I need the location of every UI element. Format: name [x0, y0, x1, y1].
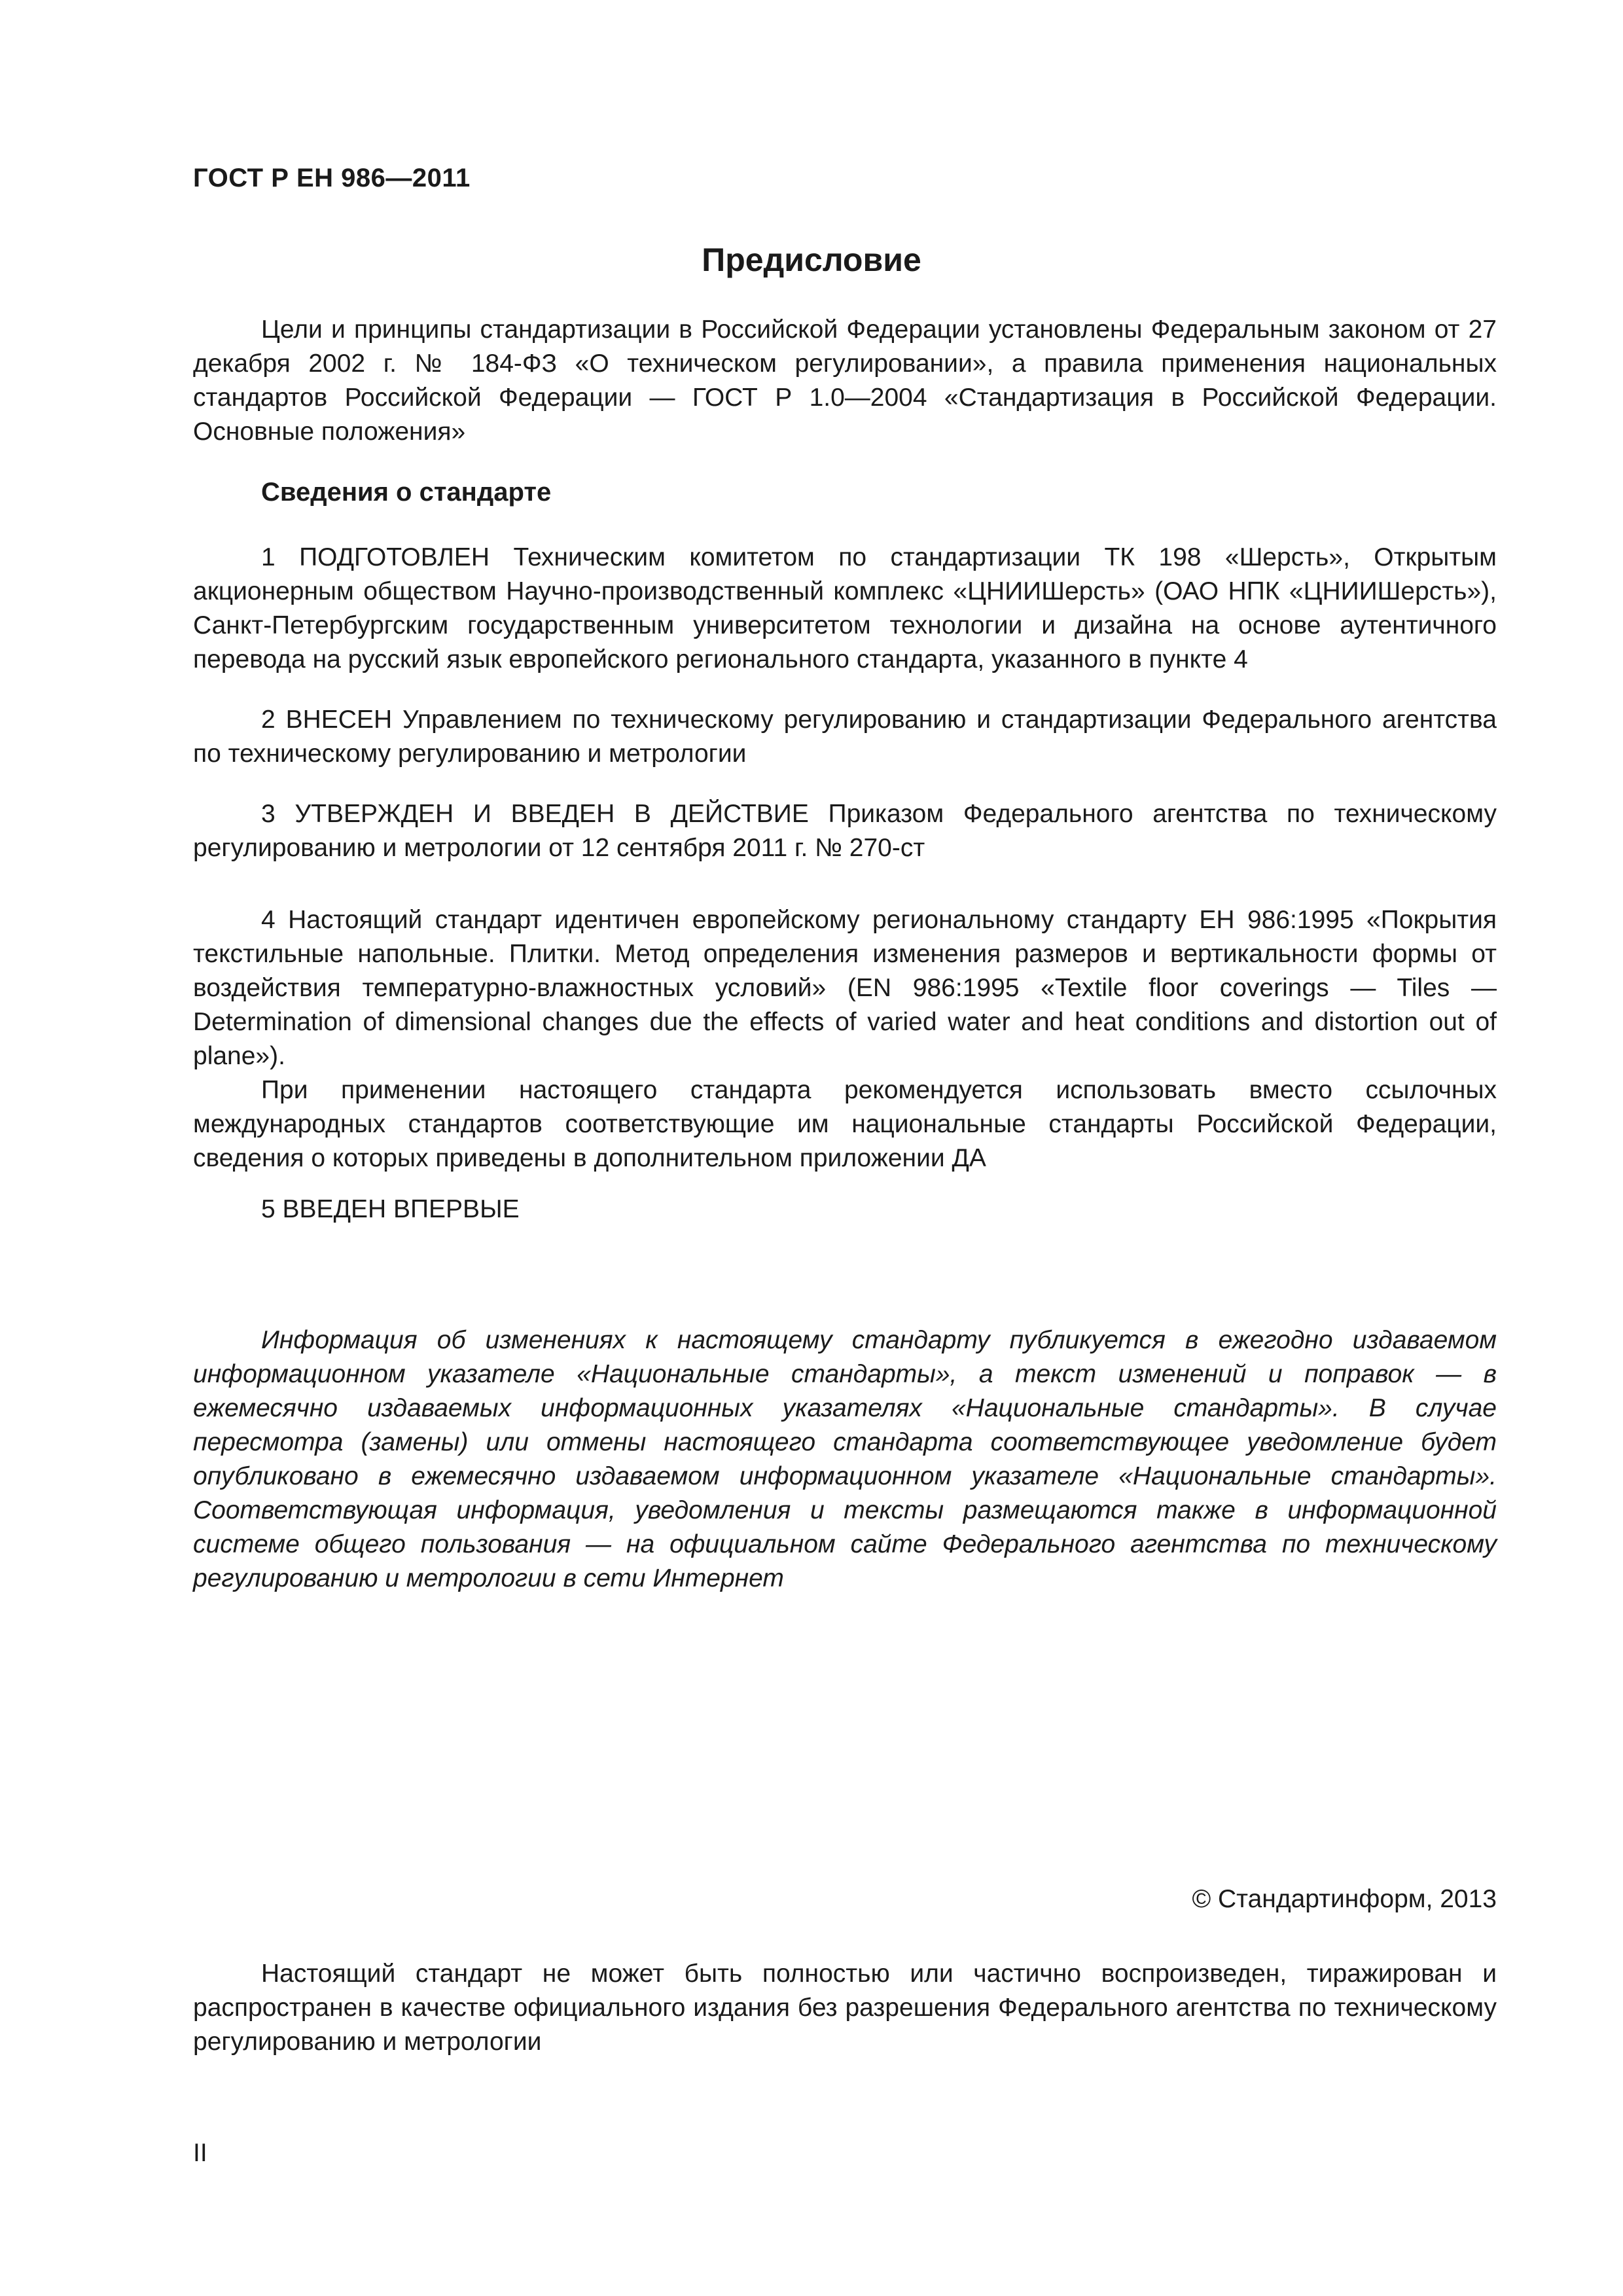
- page-number: II: [193, 2139, 207, 2167]
- intro-block: [193, 313, 1497, 449]
- page-title: Предисловие: [702, 242, 921, 278]
- item-4-block: [193, 903, 1497, 1175]
- reproduction-notice-paragraph: Настоящий стандарт не может быть полностью или частично воспроизведен, тиражирован и распространен в качестве официального издания без разрешения Федерального агентства по техническому регулированию и метрологии: [193, 1960, 1497, 2056]
- item-5-paragraph: 5 ВВЕДЕН ВПЕРВЫЕ: [261, 1195, 520, 1223]
- info-heading: Сведения о стандарте: [261, 478, 552, 507]
- changes-notice-block: [193, 1323, 1497, 1596]
- item-2-paragraph: 2 ВНЕСЕН Управлением по техническому регулированию и стандартизации Федерального агентства по техническому регулированию и метрологии: [193, 706, 1497, 768]
- standard-code: ГОСТ Р ЕН 986—2011: [193, 164, 471, 192]
- reproduction-notice-block: [193, 1957, 1497, 2059]
- intro-paragraph: Цели и принципы стандартизации в Российской Федерации установлены Федеральным законом от 27 декабря 2002 г. № 184-ФЗ «О техническом регулировании», а правила применения национальных стандартов Российской Федерации — ГОСТ Р 1.0—2004 «Стандартизация в Российской Федерации. Основные положения»: [193, 315, 1497, 446]
- item-1-block: [193, 541, 1497, 677]
- item-3-block: [193, 797, 1497, 865]
- item-2-block: [193, 703, 1497, 771]
- changes-notice-paragraph: Информация об изменениях к настоящему стандарту публикуется в ежегодно издаваемом информационном указателе «Национальные стандарты», а текст изменений и поправок — в ежемесячно издаваемых информационных указателях «Национальные стандарты». В случае пересмотра (замены) или отмены настоящего стандарта соответствующее уведомление будет опубликовано в ежемесячно издаваемом информационном указателе «Национальные стандарты». Соответствующая информация, уведомления и тексты размещаются также в информационной системе общего пользования — на официальном сайте Федерального агентства по техническому регулированию и метрологии в сети Интернет: [193, 1326, 1497, 1592]
- copyright-line: © Стандартинформ, 2013: [1192, 1885, 1497, 1913]
- item-4-paragraph: 4 Настоящий стандарт идентичен европейскому региональному стандарту ЕН 986:1995 «Покрытия текстильные напольные. Плитки. Метод определения изменения размеров и вертикальности формы от воздействия температурно-влажностных условий» (EN 986:1995 «Textile floor coverings — Tiles — Determination of dimensional changes due the effects of varied water and heat conditions and distortion out of plane»).: [193, 906, 1497, 1070]
- item-5-block: [193, 1193, 1497, 1227]
- item-1-paragraph: 1 ПОДГОТОВЛЕН Техническим комитетом по стандартизации ТК 198 «Шерсть», Открытым акционерным обществом Научно-производственный комплекс «ЦНИИШерсть» (ОАО НПК «ЦНИИШерсть»), Санкт-Петербургским государственным университетом технологии и дизайна на основе аутентичного перевода на русский язык европейского регионального стандарта, указанного в пункте 4: [193, 543, 1497, 673]
- item-3-paragraph: 3 УТВЕРЖДЕН И ВВЕДЕН В ДЕЙСТВИЕ Приказом Федерального агентства по техническому регулированию и метрологии от 12 сентября 2011 г. № 270-ст: [193, 800, 1497, 862]
- item-4-note-paragraph: При применении настоящего стандарта рекомендуется использовать вместо ссылочных международных стандартов соответствующие им национальные стандарты Российской Федерации, сведения о которых приведены в дополнительном приложении ДА: [193, 1076, 1497, 1172]
